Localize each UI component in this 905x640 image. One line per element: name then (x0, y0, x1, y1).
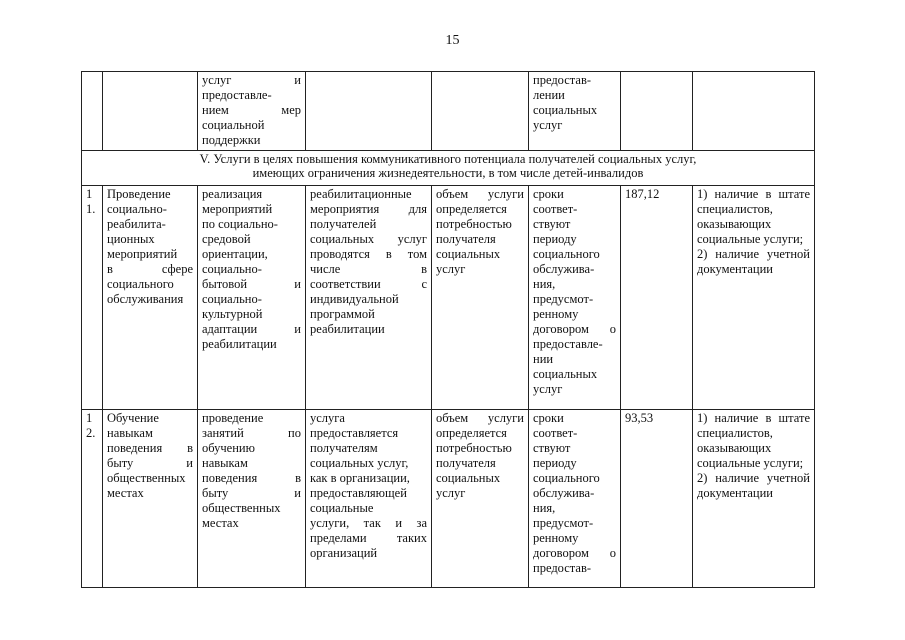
text-line: Обучение (107, 411, 159, 425)
section-heading-line: имеющих ограничения жизнедеятельности, в том числе детей-инвалидов (252, 166, 644, 180)
text-line: адаптации и (202, 322, 301, 336)
text-line: предоставле- (202, 88, 272, 102)
text-line: социальные услуги; (697, 456, 804, 470)
text-line: определяется (436, 202, 507, 216)
text-line: услуг (533, 382, 563, 396)
text-line: ренному (533, 307, 579, 321)
text-line: реабилита- (107, 217, 166, 231)
text-line: в сфере (107, 262, 193, 276)
service-terms (529, 186, 621, 410)
text-line: мероприятий (107, 247, 178, 261)
text-line: социальные (310, 501, 374, 515)
text-line: поддержки (202, 133, 261, 147)
cell-terms (529, 72, 621, 151)
text-line: мероприятий (202, 202, 273, 216)
service-content (198, 186, 306, 410)
text-line: лении (533, 88, 565, 102)
cell-volume (432, 72, 529, 151)
text-line: навыкам (107, 426, 153, 440)
text-line: поведения в (107, 441, 193, 455)
text-line: социальных (533, 367, 598, 381)
text-line: соответствии с (310, 277, 427, 291)
text-line: 2) наличие учетной (697, 247, 810, 261)
text-line: получателей (310, 217, 377, 231)
section-row (82, 151, 815, 186)
text-line: общественных (202, 501, 281, 515)
text-line: реализация (202, 187, 263, 201)
text-line: социальных (436, 471, 501, 485)
text-line: социальной (202, 118, 265, 132)
text-line: предусмот- (533, 292, 594, 306)
services-table (81, 71, 815, 588)
cell-name (103, 72, 198, 151)
continuation-row (82, 72, 815, 151)
text-line: предостав- (533, 561, 592, 575)
text-line: договором о (533, 322, 616, 336)
text-line: навыкам (202, 456, 248, 470)
text-line: ния, (533, 501, 556, 515)
text-line: социальных услуг, (310, 456, 409, 470)
text-line: социально- (202, 292, 262, 306)
text-line: сроки (533, 187, 564, 201)
text-line: предостав- (533, 73, 592, 87)
text-line: культурной (202, 307, 263, 321)
service-tariff: 93,53 (621, 410, 693, 588)
text-line: получателя (436, 232, 496, 246)
text-line: индивидуальной (310, 292, 399, 306)
section-heading-line: V. Услуги в целях повышения коммуникативного потенциала получателей социальных услуг, (199, 152, 697, 166)
text-line: ренному (533, 531, 579, 545)
service-description (306, 410, 432, 588)
table-row (82, 410, 815, 588)
row-number: 11. (82, 186, 103, 410)
text-line: потребностью (436, 441, 512, 455)
text-line: обучению (202, 441, 255, 455)
text-line: ционных (107, 232, 155, 246)
text-line: занятий по (202, 426, 301, 440)
text-line: по социально- (202, 217, 278, 231)
text-line: документации (697, 486, 773, 500)
text-line: документации (697, 262, 773, 276)
text-line: услуги, так и за (310, 516, 427, 530)
text-line: реабилитационные (310, 187, 412, 201)
text-line: периоду (533, 456, 577, 470)
text-line: предоставляется (310, 426, 399, 440)
cell-description (306, 72, 432, 151)
text-line: услуг (533, 118, 563, 132)
text-line: соответ- (533, 202, 578, 216)
text-line: периоду (533, 232, 577, 246)
text-line: 1) наличие в штате (697, 411, 810, 425)
text-line: ствуют (533, 217, 571, 231)
service-conditions (693, 410, 815, 588)
text-line: оказывающих (697, 441, 772, 455)
section-heading (82, 151, 815, 186)
text-line: реабилитации (310, 322, 385, 336)
service-volume (432, 186, 529, 410)
text-line: Проведение (107, 187, 171, 201)
text-line: услуг (436, 486, 466, 500)
text-line: обслуживания (107, 292, 184, 306)
service-description (306, 186, 432, 410)
text-line: социального (533, 247, 600, 261)
text-line: 2) наличие учетной (697, 471, 810, 485)
text-line: местах (202, 516, 239, 530)
service-terms (529, 410, 621, 588)
text-line: социально- (202, 262, 262, 276)
text-line: сроки (533, 411, 564, 425)
text-line: оказывающих (697, 217, 772, 231)
text-line: ния, (533, 277, 556, 291)
cell-number (82, 72, 103, 151)
text-line: средовой (202, 232, 251, 246)
text-line: предоставляющей (310, 486, 407, 500)
text-line: социально- (107, 202, 167, 216)
text-line: ствуют (533, 441, 571, 455)
cell-conditions (693, 72, 815, 151)
cell-tariff (621, 72, 693, 151)
text-line: обслужива- (533, 486, 595, 500)
text-line: социальных услуг (310, 232, 427, 246)
text-line: объем услуги (436, 411, 524, 425)
service-name (103, 410, 198, 588)
text-line: определяется (436, 426, 507, 440)
text-line: как в организации, (310, 471, 410, 485)
text-line: быту и (202, 486, 301, 500)
service-content (198, 410, 306, 588)
text-line: быту и (107, 456, 193, 470)
text-line: соответ- (533, 426, 578, 440)
text-line: специалистов, (697, 202, 773, 216)
text-line: социальных (436, 247, 501, 261)
text-line: социального (107, 277, 174, 291)
text-line: потребностью (436, 217, 512, 231)
text-line: организаций (310, 546, 378, 560)
text-line: проводятся в том (310, 247, 427, 261)
text-line: социальные услуги; (697, 232, 804, 246)
service-name (103, 186, 198, 410)
text-line: поведения в (202, 471, 301, 485)
service-volume (432, 410, 529, 588)
text-line: обслужива- (533, 262, 595, 276)
cell-content (198, 72, 306, 151)
text-line: социального (533, 471, 600, 485)
text-line: 1) наличие в штате (697, 187, 810, 201)
text-line: реабилитации (202, 337, 277, 351)
text-line: числе в (310, 262, 427, 276)
text-line: социальных (533, 103, 598, 117)
text-line: услуг (436, 262, 466, 276)
text-line: получателям (310, 441, 378, 455)
text-line: программой (310, 307, 375, 321)
page-number: 15 (445, 33, 460, 48)
text-line: получателя (436, 456, 496, 470)
row-number: 12. (82, 410, 103, 588)
text-line: общественных местах (107, 471, 186, 500)
text-line: ориентации, (202, 247, 268, 261)
text-line: предоставле- (533, 337, 603, 351)
text-line: специалистов, (697, 426, 773, 440)
text-line: предусмот- (533, 516, 594, 530)
text-line: нием мер (202, 103, 301, 117)
text-line: мероприятия для (310, 202, 427, 216)
table-row (82, 186, 815, 410)
text-line: услуга (310, 411, 345, 425)
text-line: объем услуги (436, 187, 524, 201)
service-conditions (693, 186, 815, 410)
text-line: бытовой и (202, 277, 301, 291)
text-line: договором о (533, 546, 616, 560)
text-line: пределами таких (310, 531, 427, 545)
service-tariff: 187,12 (621, 186, 693, 410)
text-line: услуг и (202, 73, 301, 87)
text-line: проведение (202, 411, 264, 425)
text-line: нии (533, 352, 554, 366)
